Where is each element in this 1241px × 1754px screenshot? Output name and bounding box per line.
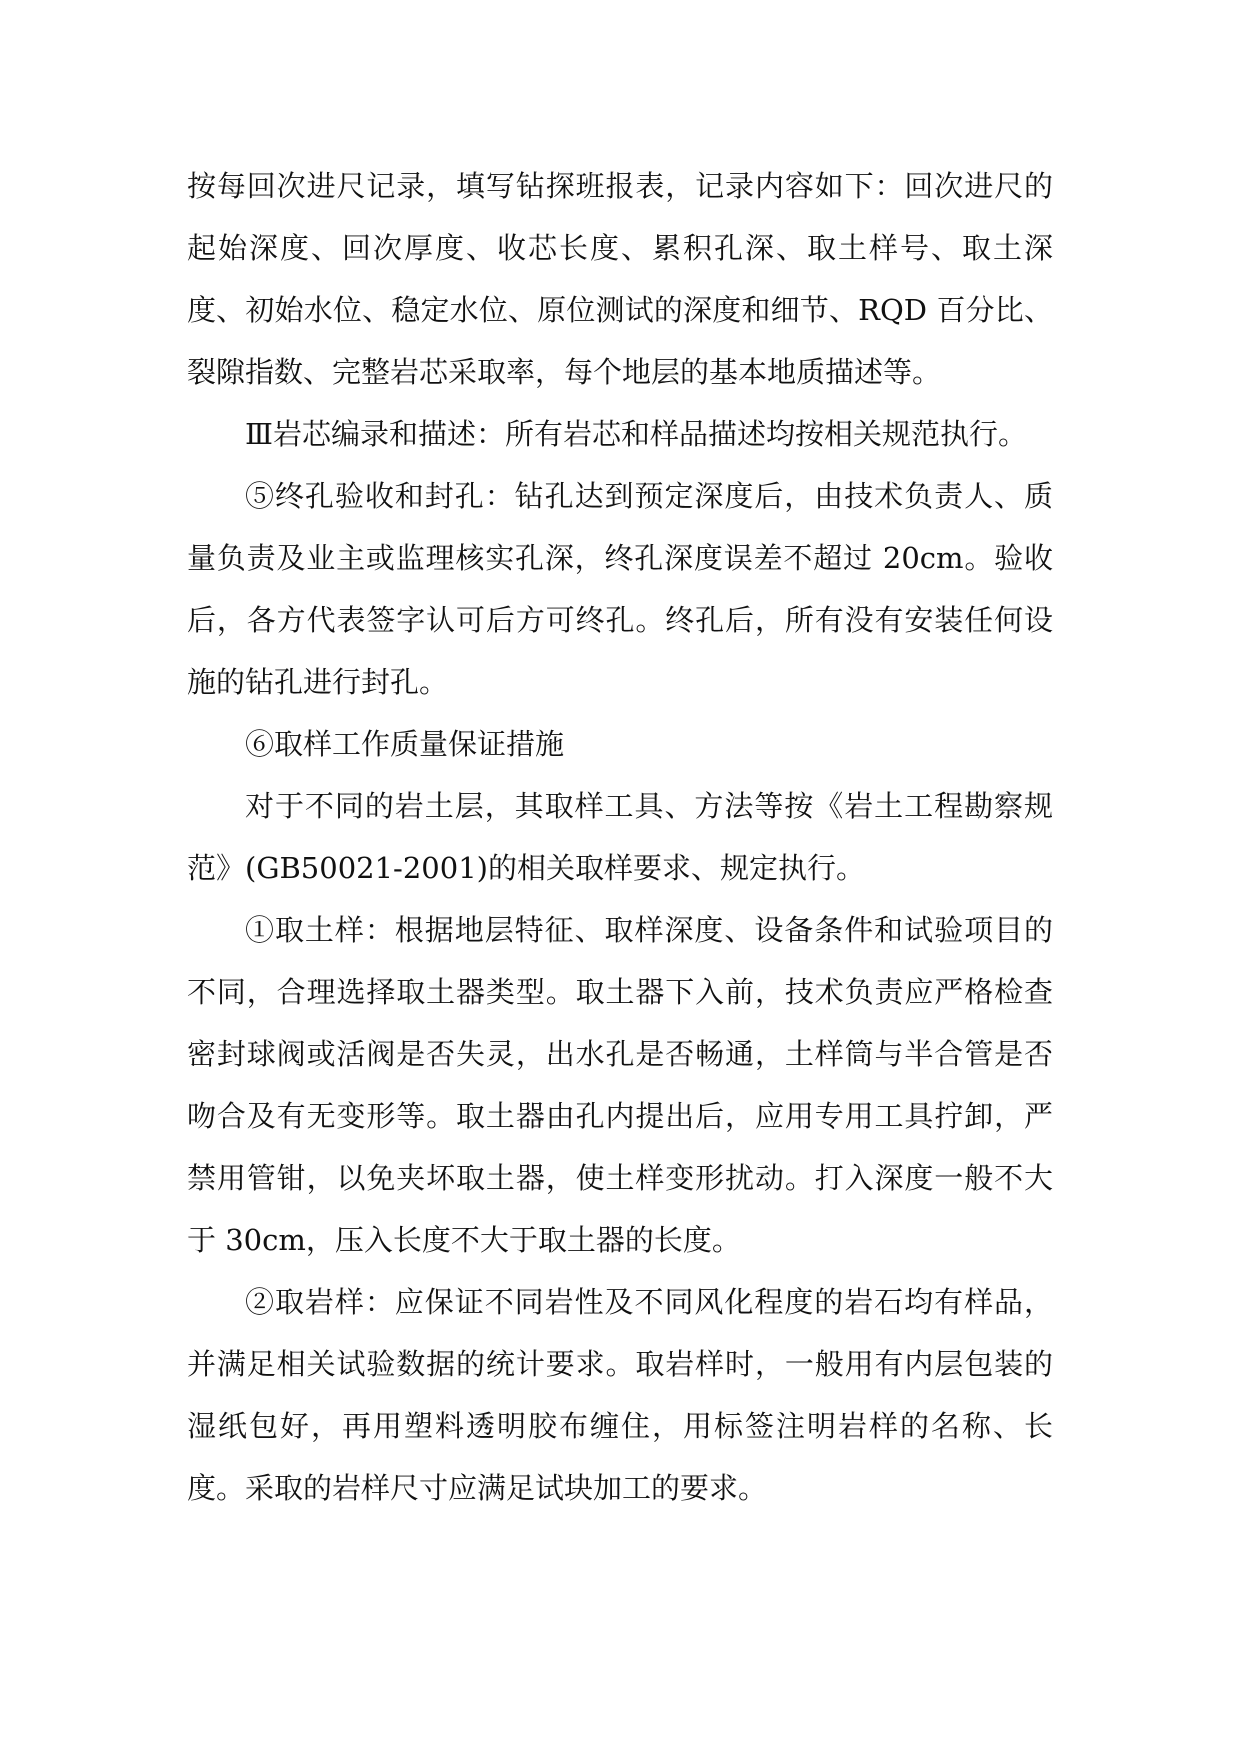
- paragraph-core-logging: Ⅲ岩芯编录和描述：所有岩芯和样品描述均按相关规范执行。: [245, 417, 1027, 451]
- paragraph-soil-sampling: ①取土样：根据地层特征、取样深度、设备条件和试验项目的不同，合理选择取土器类型。取土器下入前，技术负责应严格检查密封球阀或活阀是否失灵，出水孔是否畅通，土样筒与半合管是否吻合及有无变形等。取土器由孔内提出后，应用专用工具拧卸，严禁用管钳，以免夹坏取土器，使土样变形扰动。打入深度一般不大于 30cm，压入长度不大于取土器的长度。: [187, 913, 1053, 1257]
- paragraph-drilling-record: 按每回次进尺记录，填写钻探班报表，记录内容如下：回次进尺的起始深度、回次厚度、收芯长度、累积孔深、取土样号、取土深度、初始水位、稳定水位、原位测试的深度和细节、RQD 百分比、裂隙指数、完整岩芯采取率，每个地层的基本地质描述等。: [187, 169, 1053, 389]
- paragraph-final-hole-acceptance: ⑤终孔验收和封孔：钻孔达到预定深度后，由技术负责人、质量负责及业主或监理核实孔深，终孔深度误差不超过 20cm。验收后，各方代表签字认可后方可终孔。终孔后，所有没有安装任何设施的钻孔进行封孔。: [187, 479, 1053, 699]
- document-body: [187, 155, 1053, 1519]
- paragraph-sampling-standard: 对于不同的岩土层，其取样工具、方法等按《岩土工程勘察规范》(GB50021-2001)的相关取样要求、规定执行。: [187, 789, 1053, 885]
- paragraph-rock-sampling: ②取岩样：应保证不同岩性及不同风化程度的岩石均有样品，并满足相关试验数据的统计要求。取岩样时，一般用有内层包装的湿纸包好，再用塑料透明胶布缠住，用标签注明岩样的名称、长度。采取的岩样尺寸应满足试块加工的要求。: [187, 1285, 1053, 1505]
- heading-sampling-quality-measures: ⑥取样工作质量保证措施: [245, 727, 565, 761]
